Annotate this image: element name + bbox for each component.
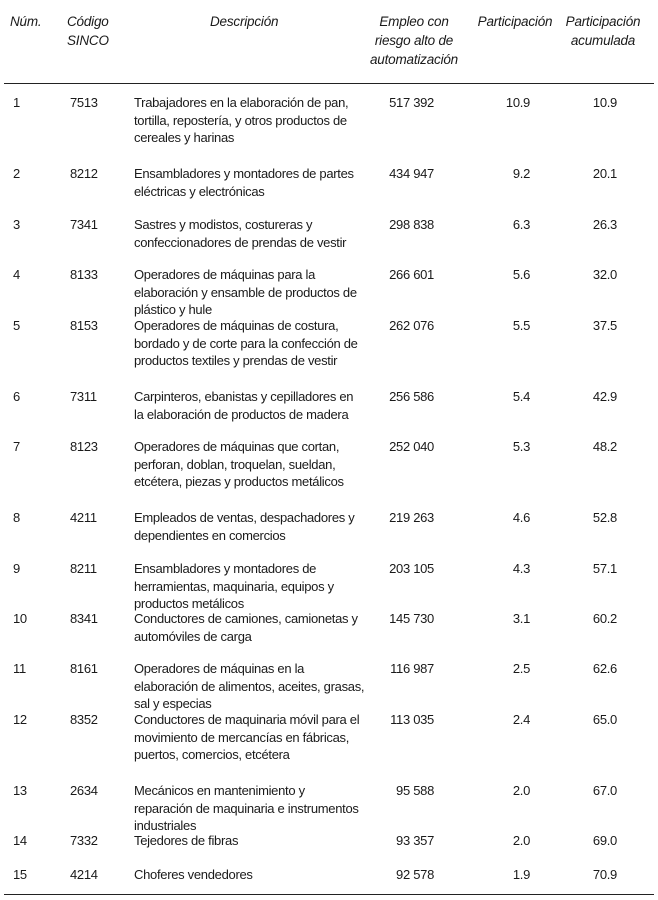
cell-num: 12 bbox=[13, 712, 27, 727]
cell-codigo: 4214 bbox=[70, 867, 98, 882]
cell-codigo: 7513 bbox=[70, 95, 98, 110]
cell-acumulada: 67.0 bbox=[592, 783, 617, 798]
cell-codigo: 8212 bbox=[70, 166, 98, 181]
cell-empleo: 116 987 bbox=[390, 661, 434, 676]
cell-acumulada: 37.5 bbox=[592, 318, 617, 333]
bottom-rule bbox=[4, 894, 654, 895]
cell-acumulada: 60.2 bbox=[592, 611, 617, 626]
cell-participacion: 5.5 bbox=[512, 318, 530, 333]
cell-empleo: 92 578 bbox=[396, 867, 434, 882]
cell-empleo: 252 040 bbox=[389, 439, 434, 454]
cell-empleo: 95 588 bbox=[396, 783, 434, 798]
header-empleo: Empleo con riesgo alto de automatización bbox=[369, 14, 458, 67]
cell-descripcion: Choferes vendedores bbox=[134, 867, 253, 882]
header-acumulada: Participación acumulada bbox=[565, 14, 641, 48]
cell-codigo: 7332 bbox=[70, 833, 98, 848]
header-num: Núm. bbox=[10, 14, 42, 29]
cell-num: 14 bbox=[13, 833, 27, 848]
cell-participacion: 9.2 bbox=[512, 166, 530, 181]
cell-acumulada: 32.0 bbox=[592, 267, 617, 282]
cell-num: 5 bbox=[13, 318, 20, 333]
cell-acumulada: 26.3 bbox=[592, 217, 617, 232]
cell-participacion: 4.3 bbox=[512, 561, 530, 576]
cell-num: 6 bbox=[13, 389, 20, 404]
cell-empleo: 93 357 bbox=[396, 833, 434, 848]
cell-participacion: 3.1 bbox=[512, 611, 530, 626]
cell-codigo: 8341 bbox=[70, 611, 98, 626]
cell-codigo: 8123 bbox=[70, 439, 98, 454]
cell-codigo: 8133 bbox=[70, 267, 98, 282]
cell-descripcion: Carpinteros, ebanistas y cepilladores en la elaboración de productos de madera bbox=[134, 389, 354, 422]
cell-empleo: 203 105 bbox=[389, 561, 434, 576]
cell-codigo: 8211 bbox=[70, 561, 97, 576]
cell-participacion: 2.0 bbox=[512, 833, 530, 848]
cell-codigo: 4211 bbox=[70, 510, 97, 525]
cell-num: 11 bbox=[13, 661, 26, 676]
header-descripcion: Descripción bbox=[210, 14, 279, 29]
cell-participacion: 2.0 bbox=[512, 783, 530, 798]
cell-participacion: 4.6 bbox=[512, 510, 530, 525]
cell-acumulada: 57.1 bbox=[592, 561, 617, 576]
cell-num: 7 bbox=[13, 439, 20, 454]
cell-num: 8 bbox=[13, 510, 20, 525]
cell-empleo: 219 263 bbox=[389, 510, 434, 525]
cell-empleo: 434 947 bbox=[389, 166, 434, 181]
cell-acumulada: 69.0 bbox=[592, 833, 617, 848]
cell-participacion: 6.3 bbox=[512, 217, 530, 232]
cell-num: 9 bbox=[13, 561, 20, 576]
cell-acumulada: 52.8 bbox=[592, 510, 617, 525]
cell-participacion: 2.4 bbox=[512, 712, 530, 727]
cell-descripcion: Empleados de ventas, despachadores y dependientes en comercios bbox=[134, 510, 355, 543]
cell-participacion: 10.9 bbox=[505, 95, 530, 110]
cell-acumulada: 10.9 bbox=[592, 95, 617, 110]
cell-empleo: 256 586 bbox=[389, 389, 434, 404]
cell-descripcion: Conductores de camiones, camionetas y automóviles de carga bbox=[134, 611, 358, 644]
cell-empleo: 145 730 bbox=[389, 611, 434, 626]
cell-descripcion: Ensambladores y montadores de partes eléctricas y electrónicas bbox=[134, 166, 354, 199]
cell-codigo: 2634 bbox=[70, 783, 98, 798]
cell-participacion: 1.9 bbox=[512, 867, 530, 882]
cell-codigo: 8352 bbox=[70, 712, 98, 727]
cell-num: 2 bbox=[13, 166, 20, 181]
header-codigo: Código SINCO bbox=[67, 14, 109, 48]
cell-empleo: 262 076 bbox=[389, 318, 434, 333]
cell-acumulada: 62.6 bbox=[592, 661, 617, 676]
cell-participacion: 2.5 bbox=[512, 661, 530, 676]
cell-num: 10 bbox=[13, 611, 27, 626]
header-participacion: Participación bbox=[477, 14, 553, 29]
cell-descripcion: Operadores de máquinas en la elaboración de alimentos, aceites, grasas, sal y especias bbox=[134, 661, 365, 711]
cell-codigo: 7341 bbox=[70, 217, 98, 232]
cell-empleo: 298 838 bbox=[389, 217, 434, 232]
cell-descripcion: Tejedores de fibras bbox=[134, 833, 239, 848]
cell-descripcion: Conductores de maquinaria móvil para el movimiento de mercancías en fábricas, puertos, comercios, etcétera bbox=[134, 712, 360, 762]
cell-descripcion: Operadores de máquinas para la elaboración y ensamble de productos de plástico y hule bbox=[134, 267, 357, 317]
cell-num: 4 bbox=[13, 267, 20, 282]
cell-descripcion: Ensambladores y montadores de herramientas, maquinaria, equipos y productos metálicos bbox=[134, 561, 334, 611]
cell-descripcion: Operadores de máquinas de costura, bordado y de corte para la confección de productos textiles y prendas de vestir bbox=[134, 318, 358, 368]
cell-participacion: 5.3 bbox=[512, 439, 530, 454]
cell-codigo: 8153 bbox=[70, 318, 98, 333]
cell-empleo: 517 392 bbox=[389, 95, 434, 110]
cell-descripcion: Trabajadores en la elaboración de pan, tortilla, repostería, y otros productos de cereales y harinas bbox=[134, 95, 349, 145]
cell-acumulada: 65.0 bbox=[592, 712, 617, 727]
cell-num: 13 bbox=[13, 783, 27, 798]
cell-descripcion: Mecánicos en mantenimiento y reparación de maquinaria e instrumentos industriales bbox=[134, 783, 359, 833]
cell-descripcion: Sastres y modistos, costureras y confeccionadores de prendas de vestir bbox=[134, 217, 347, 250]
cell-acumulada: 70.9 bbox=[592, 867, 617, 882]
cell-descripcion: Operadores de máquinas que cortan, perforan, doblan, troquelan, sueldan, etcétera, piezas y productos metálicos bbox=[134, 439, 344, 489]
cell-num: 15 bbox=[13, 867, 27, 882]
cell-num: 3 bbox=[13, 217, 20, 232]
cell-participacion: 5.4 bbox=[512, 389, 530, 404]
cell-participacion: 5.6 bbox=[512, 267, 530, 282]
cell-num: 1 bbox=[13, 95, 20, 110]
cell-codigo: 8161 bbox=[70, 661, 98, 676]
cell-empleo: 266 601 bbox=[389, 267, 434, 282]
cell-acumulada: 20.1 bbox=[592, 166, 617, 181]
header-rule bbox=[4, 83, 654, 84]
cell-acumulada: 42.9 bbox=[592, 389, 617, 404]
cell-empleo: 113 035 bbox=[390, 712, 434, 727]
cell-codigo: 7311 bbox=[70, 389, 97, 404]
cell-acumulada: 48.2 bbox=[592, 439, 617, 454]
